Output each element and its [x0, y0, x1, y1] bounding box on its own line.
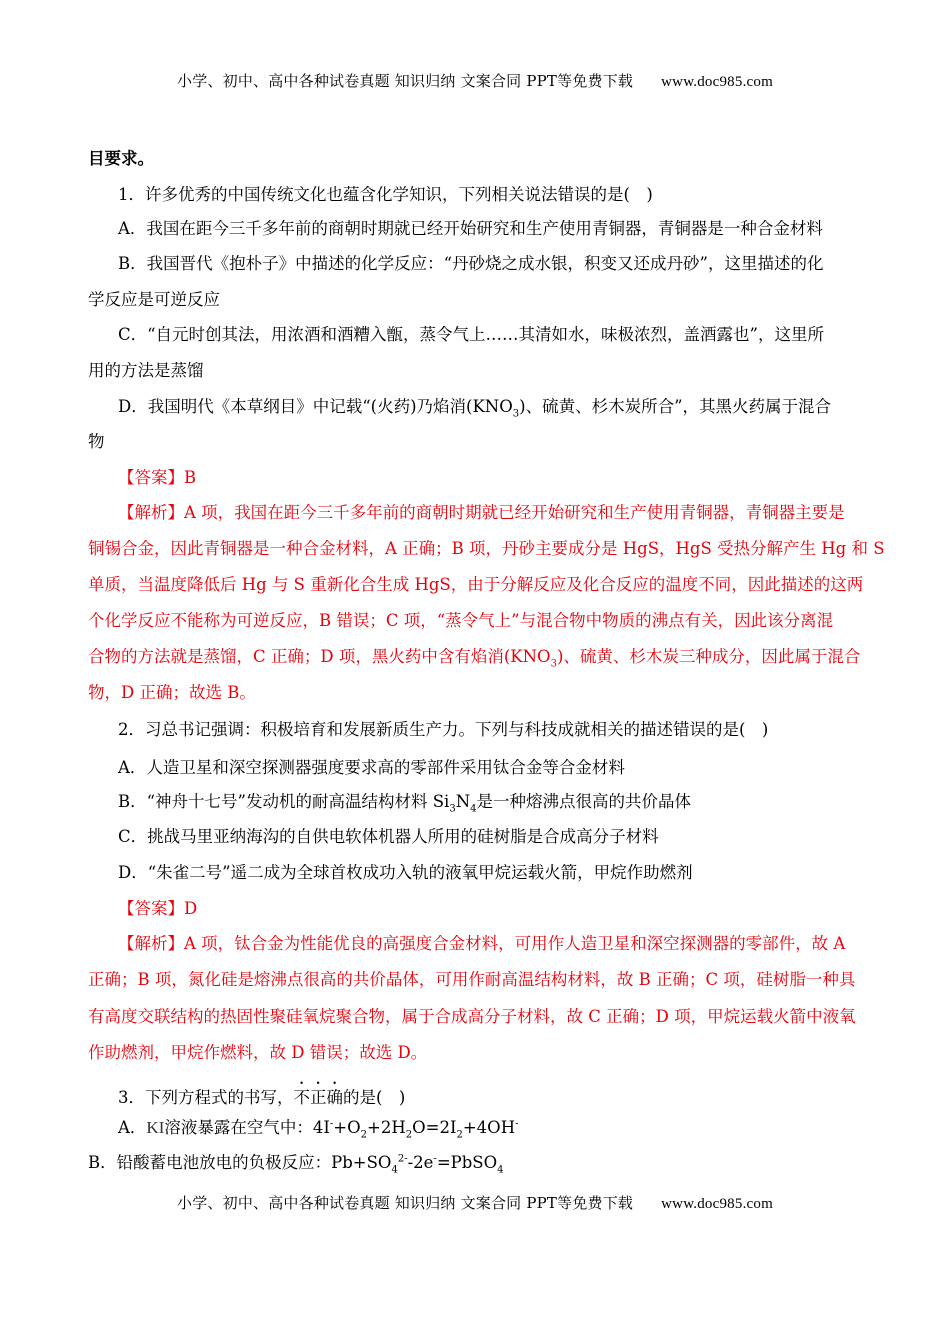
explanation-1-line3: 单质，当温度降低后 Hg 与 S 重新化合生成 HgS，由于分解反应及化合反应的温度不同，因此描述的这两 [88, 575, 864, 594]
q3a-sup-2: - [515, 1118, 519, 1130]
answer-2: 【答案】D [118, 899, 198, 918]
q3a-sub-1: 2 [360, 1129, 368, 1141]
q1-option-b-line2: 学反应是可逆反应 [88, 290, 220, 309]
q1-option-c-line2: 用的方法是蒸馏 [88, 361, 204, 380]
explanation-2-line2: 正确；B 项，氮化硅是熔沸点很高的共价晶体，可用作耐高温结构材料，故 B 正确；C 项，硅树脂一种具 [88, 970, 856, 989]
q2b-text-a: B．“神舟十七号”发动机的耐高温结构材料 Si [118, 792, 450, 811]
q1-option-d-line2: 物 [88, 432, 105, 451]
q3b-sup-1: 2- [397, 1153, 408, 1165]
q3b-sub-1: 4 [391, 1164, 398, 1176]
ex1-5-text-a: 合物的方法就是蒸馏，C 正确；D 项，黑火药中含有焰消(KNO [88, 647, 551, 666]
q3-text-a: 3．下列方程式的书写， [118, 1088, 294, 1107]
q3-option-b [88, 1152, 504, 1174]
footer-site-link[interactable]: www.doc985.com [661, 1196, 773, 1212]
explanation-2-line1: 【解析】A 项，钛合金为性能优良的高强度合金材料，可用作人造卫星和深空探测器的零部件，故 A [118, 934, 846, 953]
explanation-1-line5 [88, 646, 860, 668]
page-header [0, 70, 950, 91]
q2b-sub-2: 4 [470, 803, 477, 815]
line-continuation: 目要求。 [88, 149, 154, 168]
header-site-link[interactable]: www.doc985.com [661, 74, 773, 90]
explanation-2-line4: 作助燃剂，甲烷作燃料，故 D 错误；故选 D。 [88, 1043, 428, 1062]
q3-option-a [118, 1117, 519, 1139]
q2b-sub-1: 3 [449, 803, 456, 815]
q2-option-a: A．人造卫星和深空探测器强度要求高的零部件采用钛合金等合金材料 [118, 758, 625, 777]
q2-option-c: C．挑战马里亚纳海沟的自供电软体机器人所用的硅树脂是合成高分子材料 [118, 827, 659, 846]
question-2: 2．习总书记强调：积极培育和发展新质生产力。下列与科技成就相关的描述错误的是( ) [118, 720, 769, 739]
explanation-2-line3: 有高度交联结构的热固性聚硅氧烷聚合物，属于合成高分子材料，故 C 正确；D 项，甲烷运载火箭中液氧 [88, 1007, 856, 1026]
q1d-text-b: )、硫黄、杉木炭所合”，其黑火药属于混合 [519, 397, 832, 416]
explanation-1-line6: 物，D 正确；故选 B。 [88, 683, 256, 702]
ex1-5-text-b: )、硫黄、杉木炭三种成分，因此属于混合 [556, 647, 861, 666]
q3a-eq-4: +4OH [462, 1118, 516, 1137]
question-3 [118, 1079, 405, 1109]
q3b-sub-2: 4 [497, 1164, 504, 1176]
q2b-text-b: 是一种熔沸点很高的共价晶体 [476, 792, 692, 811]
q3b-sup-2: - [433, 1153, 437, 1165]
q3a-sup-1: - [329, 1118, 334, 1130]
q1d-text-a: D．我国明代《本草纲目》中记载“(火药)乃焰消(KNO [118, 397, 513, 416]
q3a-label: A． [118, 1118, 147, 1137]
question-1: 1．许多优秀的中国传统文化也蕴含化学知识，下列相关说法错误的是( ) [118, 185, 653, 204]
q1d-sub: 3 [512, 408, 520, 420]
q1-option-a: A．我国在距今三千多年前的商朝时期就已经开始研究和生产使用青铜器，青铜器是一种合金材料 [118, 219, 823, 238]
q3a-ki: KI [146, 1118, 165, 1137]
ex1-5-sub: 3 [550, 658, 557, 670]
q3a-sub-2: 2 [405, 1129, 413, 1141]
page-footer [0, 1192, 950, 1213]
q1-option-d-line1 [118, 396, 831, 418]
q3a-text: 溶液暴露在空气中：4I [164, 1118, 330, 1137]
q2-option-b [118, 791, 691, 813]
answer-1: 【答案】B [118, 468, 197, 487]
explanation-1-line4: 个化学反应不能称为可逆反应，B 错误；C 项，“蒸令气上”与混合物中物质的沸点有关，因此该分离混 [88, 611, 834, 630]
q3a-eq-1: +O [333, 1118, 361, 1137]
q3-emphasis: 不正确 [293, 1088, 343, 1107]
q2-option-d: D．“朱雀二号”遥二成为全球首枚成功入轨的液氧甲烷运载火箭，甲烷作助燃剂 [118, 863, 693, 882]
explanation-1-line2: 铜锡合金，因此青铜器是一种合金材料，A 正确；B 项，丹砂主要成分是 HgS，HgS 受热分解产生 Hg 和 S [88, 539, 885, 558]
q1-option-b-line1: B．我国晋代《抱朴子》中描述的化学反应：“丹砂烧之成水银，积变又还成丹砂”，这里描述的化 [118, 254, 824, 273]
q3b-text-b: -2e [407, 1153, 434, 1172]
q3a-sub-3: 2 [456, 1129, 463, 1141]
q3a-eq-3: O=2I [412, 1118, 457, 1137]
q1-option-c-line1: C．“自元时创其法，用浓酒和酒糟入甑，蒸令气上……其清如水，味极浓烈，盖酒露也”，这里所 [118, 325, 824, 344]
explanation-1-line1: 【解析】A 项，我国在距今三千多年前的商朝时期就已经开始研究和生产使用青铜器，青铜器主要是 [118, 503, 845, 522]
q2b-text-n: N [455, 792, 471, 811]
q3-text-b: 的是( ) [343, 1088, 406, 1107]
q3a-eq-2: +2H [367, 1118, 406, 1137]
q3b-text-a: B．铅酸蓄电池放电的负极反应：Pb+SO [88, 1153, 392, 1172]
q3b-text-c: =PbSO [436, 1153, 498, 1172]
header-text: 小学、初中、高中各种试卷真题 知识归纳 文案合同 PPT等免费下载 [177, 72, 634, 90]
footer-text: 小学、初中、高中各种试卷真题 知识归纳 文案合同 PPT等免费下载 [177, 1194, 634, 1212]
